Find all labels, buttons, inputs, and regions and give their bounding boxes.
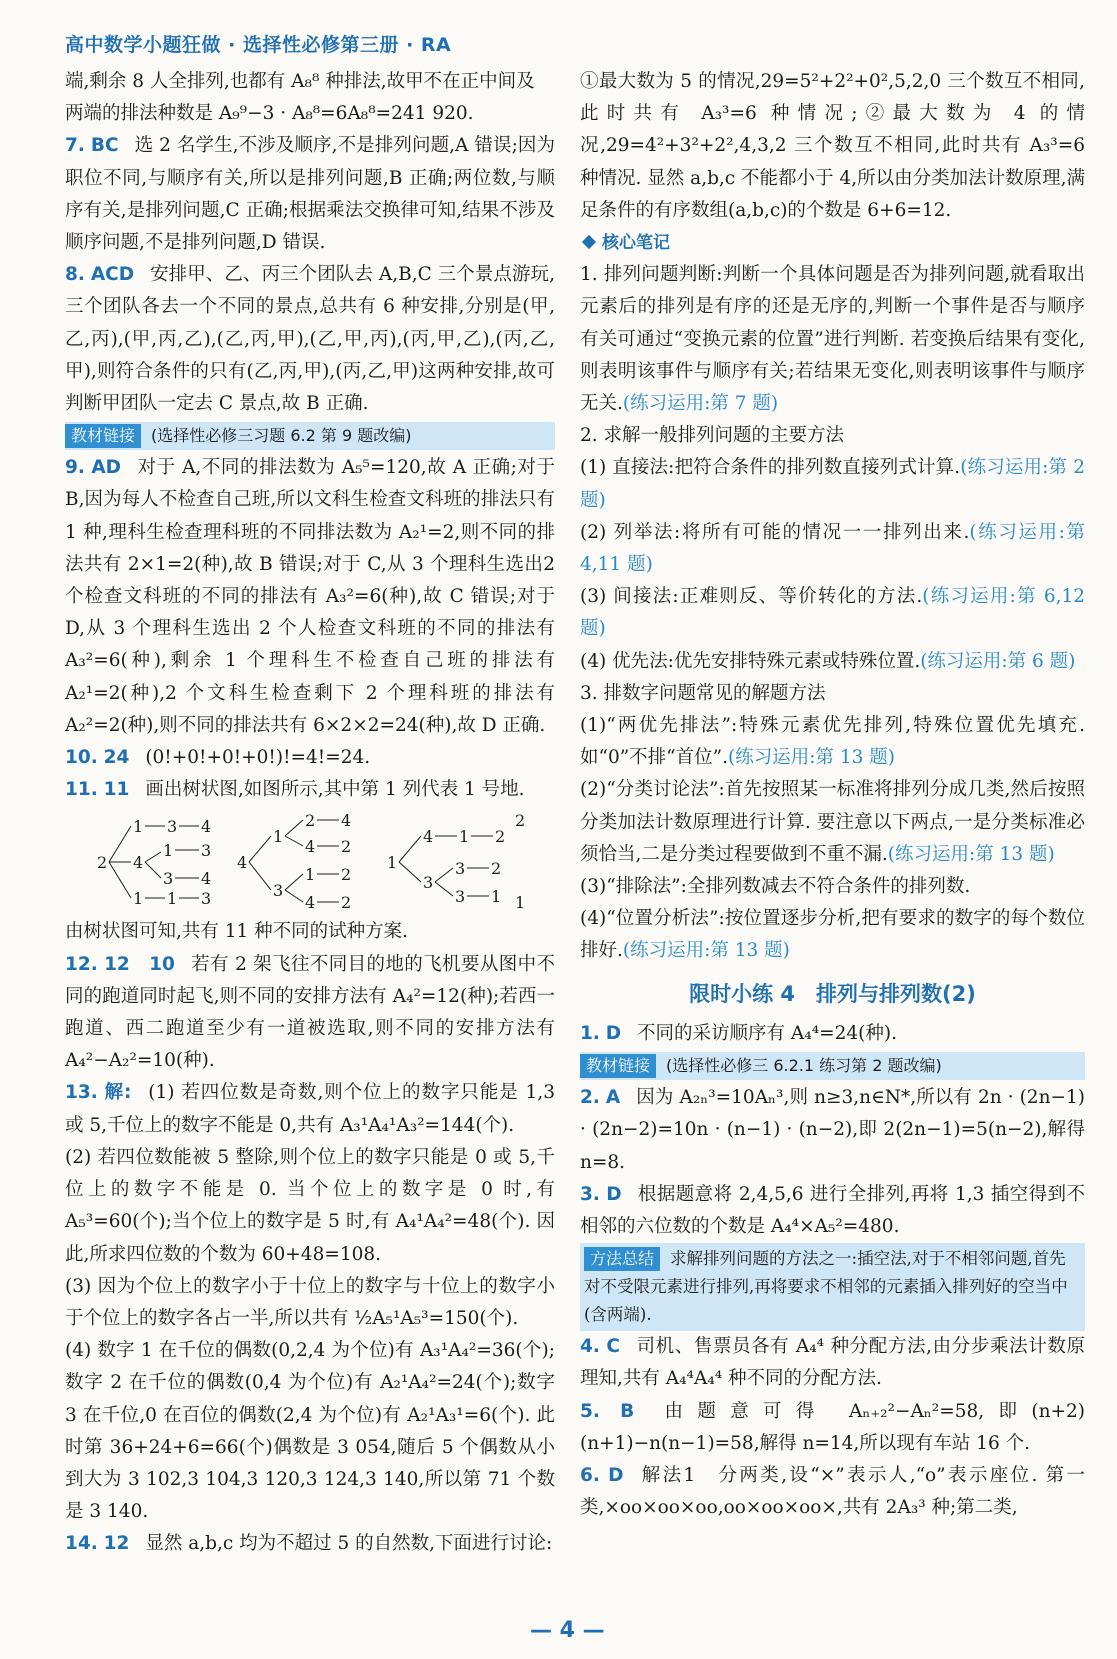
note-2d: [580, 646, 1085, 678]
running-header: 高中数学小题狂做 · 选择性必修第三册 · RA: [65, 34, 452, 56]
answer-number: 3.: [580, 1183, 600, 1205]
answer-13: [65, 1077, 555, 1141]
practice-ref: (练习运用:第 7 题): [622, 393, 779, 415]
tree-conclusion: 由树状图可知,共有 11 种不同的试种方案.: [65, 921, 409, 943]
tree-node: 3: [201, 889, 212, 909]
answer-r3: [580, 1179, 1085, 1243]
answer-9: [65, 452, 555, 742]
answer-7: [65, 130, 555, 259]
note-3: 3. 排数字问题常见的解题方法: [580, 682, 826, 704]
practice-ref: (练习运用:第 13 题): [622, 940, 790, 962]
tree-node: 1: [133, 889, 144, 909]
note-text: (1) 直接法:把符合条件的排列数直接列式计算.: [580, 457, 961, 479]
answer-key: D: [608, 1464, 624, 1486]
answer-13-part-4: (4) 数字 1 在千位的偶数(0,2,4 为个位)有 A₃¹A₄²=36(个);数字 2 在千位的偶数(0,4 为个位)有 A₂¹A₄²=24(个);数字 3 在千位,0 在百位的偶数(2,4 为个位)有 A₂¹A₃¹=6(个). 此时第 36+24+6=66(个)偶数是 3 054,随后 5 个偶数从小到大为 3 102,3 104,3 120,3 124,3 140,所以第 71 个数是 3 140.: [65, 1340, 555, 1523]
answer-key: 12: [103, 1533, 130, 1555]
tree-node: 2: [495, 827, 506, 847]
practice-ref: (练习运用:第 6,12 题): [580, 586, 1086, 640]
answer-text: (1) 若四位数是奇数,则个位上的数字只能是 1,3 或 5,千位上的数字不能是 0,共有 A₃¹A₄¹A₃²=144(个).: [65, 1082, 555, 1136]
continuation-line-2: 两端的排法种数是 A₉⁹−3 · A₈⁸=6A₈⁸=241 920.: [65, 103, 474, 125]
answer-key: D: [605, 1022, 622, 1044]
answer-key: B: [620, 1400, 635, 1422]
continuation-line-1: 端,剩余 8 人全排列,也都有 A₈⁸ 种排法,故甲不在正中间及: [65, 71, 535, 92]
answer-text: 选 2 名学生,不涉及顺序,不是排列问题,A 错误;因为职位不同,与顺序有关,所以是排列问题,B 正确;两位数,与顺序有关,是排列问题,C 正确;根据乘法交换律可知,结果不涉及顺序问题,不是排列问题,D 错误.: [65, 135, 555, 254]
answer-key: D: [606, 1183, 622, 1205]
tree-node: 1: [163, 841, 174, 861]
answer-12: [65, 949, 555, 1078]
textbook-link-text: (选择性必修三 6.2.1 练习第 2 题改编): [666, 1056, 942, 1076]
tree-node: 3: [455, 859, 466, 879]
answer-key: C: [606, 1336, 620, 1358]
practice-ref: (练习运用:第 4,11 题): [580, 521, 1086, 576]
note-2a: [580, 452, 1085, 516]
answer-number: 12.: [65, 953, 98, 975]
answer-text: 若有 2 架飞往不同目的地的飞机要从图中不同的跑道同时起飞,则不同的安排方法有 A₄²=12(种);若西一跑道、西二跑道至少有一道被选取,则不同的安排方法有 A₄²−A₂²=10(种).: [65, 953, 555, 1072]
answer-11: [65, 774, 555, 806]
tree-node: 2: [491, 859, 502, 879]
tree-node: 1: [273, 827, 284, 847]
answer-r6: [580, 1460, 1085, 1524]
answer-8: [65, 259, 555, 420]
answer-text: 根据题意将 2,4,5,6 进行全排列,再将 1,3 插空得到不相邻的六位数的个数是 A₄⁴×A₅²=480.: [580, 1183, 1085, 1237]
answer-number: 2.: [580, 1087, 600, 1109]
answer-text: 解法1 分两类,设“×”表示人,“o”表示座位. 第一类,×oo×oo×oo,oo×oo×oo×,共有 2A₃³ 种;第二类,: [580, 1464, 1086, 1519]
tree-node: 4: [201, 817, 212, 837]
answer-text: 因为 A₂ₙ³=10Aₙ³,则 n≥3,n∈N*,所以有 2n · (2n−1) · (2n−2)=10n · (n−1) · (n−2),即 2(2n−1)=5(n−2),解得 n=8.: [580, 1087, 1085, 1173]
tree-node: 3: [423, 873, 434, 893]
tree-node: 4: [237, 853, 248, 873]
practice-ref: (练习运用:第 13 题): [887, 843, 1055, 865]
answer-number: 10.: [65, 747, 98, 769]
answer-text: 司机、售票员各有 A₄⁴ 种分配方法,由分步乘法计数原理知,共有 A₄⁴A₄⁴ 种不同的分配方法.: [580, 1336, 1085, 1390]
answer-number: 13.: [65, 1082, 98, 1104]
answer-key: 解:: [104, 1082, 132, 1104]
method-summary-tag: 方法总结: [584, 1247, 660, 1271]
tree-node: 1: [459, 827, 470, 847]
note-3c: (3)“排除法”:全排列数减去不符合条件的排列数.: [580, 876, 971, 898]
left-column: [65, 66, 555, 1561]
core-notes-label: 核心笔记: [602, 233, 670, 254]
note-3b: [580, 774, 1085, 871]
answer-key: A: [605, 1087, 621, 1109]
answer-10: [65, 742, 555, 774]
note-1: [580, 259, 1085, 420]
tree-node: 1: [305, 865, 316, 885]
answer-text: 对于 A,不同的排法数为 A₅⁵=120,故 A 正确;对于 B,因为每人不检查自己班,所以文科生检查文科班的排法只有 1 种,理科生检查理科班的不同排法数为 A₂¹=2,则不同的排法共有 2×1=2(种),故 B 错误;对于 C,从 3 个理科生选出2个检查文科班的不同的排法有 A₃²=6(种),故 C 错误;对于 D,从 3 个理科生选出 2 个人检查文科班的不同的排法有 A₃²=6(种),剩余 1 个理科生不检查自己班的排法有 A₂¹=2(种),2 个文科生检查剩下 2 个理科班的排法有 A₂²=2(种),则不同的排法共有 6×2×2=24(种),故 D 正确.: [65, 457, 555, 736]
answer-number: 11.: [65, 779, 98, 801]
answer-r1: [580, 1018, 1085, 1050]
textbook-link-text: (选择性必修三习题 6.2 第 9 题改编): [151, 426, 412, 446]
tree-node: 2: [305, 812, 316, 831]
note-text: (1)“两优先排法”:特殊元素优先排列,特殊位置优先填充.如“0”不排“首位”.: [580, 715, 1085, 769]
tree-node: 3: [455, 887, 466, 907]
tree-node: 2: [341, 837, 352, 857]
answer-number: 14.: [65, 1533, 98, 1555]
answer-number: 1.: [580, 1022, 600, 1044]
tree-node: 1: [515, 893, 526, 913]
note-3a: [580, 710, 1085, 774]
answer-text: 不同的采访顺序有 A₄⁴=24(种).: [637, 1022, 897, 1044]
answer-number: 6.: [580, 1464, 600, 1486]
method-summary-text: 求解排列问题的方法之一:插空法,对于不相邻问题,首先对不受限元素进行排列,再将要求不相邻的元素插入排列好的空当中(含两端).: [584, 1249, 1068, 1325]
textbook-link-tag: 教材链接: [65, 424, 141, 448]
tree-node: 3: [201, 841, 212, 861]
tree-node: 1: [491, 887, 502, 907]
answer-key: ACD: [90, 264, 135, 286]
answer-text: 显然 a,b,c 均为不超过 5 的自然数,下面进行讨论:: [145, 1533, 553, 1555]
answer-14-continued: ①最大数为 5 的情况,29=5²+2²+0²,5,2,0 三个数互不相同,此时共有 A₃³=6 种情况;②最大数为 4 的情况,29=4²+3²+2²,4,3,2 三个数互不相同,此时共有 A₃³=6 种情况. 显然 a,b,c 不能都小于 4,所以由分类加法计数原理,满足条件的有序数组(a,b,c)的个数是 6+6=12.: [580, 71, 1085, 221]
answer-number: 7.: [65, 135, 85, 157]
answer-text: 画出树状图,如图所示,其中第 1 列代表 1 号地.: [145, 779, 525, 801]
tree-node: 3: [163, 869, 174, 889]
note-text: (4)“位置分析法”:按位置逐步分析,把有要求的数字的每个数位排好.: [580, 908, 1085, 962]
answer-key: 11: [103, 779, 130, 801]
tree-node: 1: [133, 817, 144, 837]
answer-key: AD: [91, 457, 122, 479]
section-title: 限时小练 4 排列与排列数(2): [689, 981, 976, 1006]
answer-number: 4.: [580, 1336, 600, 1358]
answer-text: 由题意可得 Aₙ₊₂²−Aₙ²=58,即(n+2)(n+1)−n(n−1)=58,解得 n=14,所以现有车站 16 个.: [580, 1400, 1085, 1454]
textbook-link-tag: 教材链接: [580, 1054, 656, 1078]
tree-node: 3: [273, 881, 284, 901]
answer-13-part-2: (2) 若四位数能被 5 整除,则个位上的数字只能是 0 或 5,千位上的数字不能是 0. 当个位上的数字是 0 时,有 A₅³=60(个);当个位上的数字是 5 时,有 A₄¹A₄²=48(个). 因此,所求四位数的个数为 60+48=108.: [65, 1146, 555, 1265]
tree-node: 4: [305, 837, 316, 857]
tree-node: 4: [201, 869, 212, 889]
answer-key: BC: [90, 135, 119, 157]
answer-number: 5.: [580, 1400, 600, 1422]
note-3d: [580, 903, 1085, 967]
tree-node: 1: [387, 853, 398, 873]
answer-number: 9.: [65, 457, 85, 479]
answer-13-part-3: (3) 因为个位上的数字小于十位上的数字与十位上的数字小于个位上的数字各占一半,所以共有 ½A₅¹A₅³=150(个).: [65, 1275, 555, 1329]
practice-ref: (练习运用:第 2 题): [580, 457, 1086, 511]
tree-node: 4: [423, 827, 434, 847]
tree-node: 4: [305, 893, 316, 913]
tree-node: 1: [167, 889, 178, 909]
practice-ref: (练习运用:第 13 题): [727, 747, 895, 769]
note-2: 2. 求解一般排列问题的主要方法: [580, 425, 845, 447]
method-summary-box: [580, 1243, 1085, 1331]
tree-node: 2: [341, 865, 352, 885]
textbook-link-band: [65, 422, 555, 450]
note-text: (4) 优先法:优先安排特殊元素或特殊位置.: [580, 650, 921, 672]
tree-node: 4: [133, 853, 144, 873]
tree-node: 3: [167, 817, 178, 837]
note-text: (2)“分类讨论法”:首先按照某一标准将排列分成几类,然后按照分类加法计数原理进行计算. 要注意以下两点,一是分类标准必须恰当,二是分类过程要做到不重不漏.: [580, 779, 1085, 865]
answer-r4: [580, 1331, 1085, 1395]
tree-diagram: [57, 812, 537, 912]
note-text: (2) 列举法:将所有可能的情况一一排列出来.: [580, 521, 970, 543]
note-text: (3) 间接法:正难则反、等价转化的方法.: [580, 586, 923, 608]
answer-number: 8.: [65, 264, 85, 286]
answer-key: 24: [103, 747, 130, 769]
answer-r2: [580, 1082, 1085, 1179]
core-notes-title: [580, 227, 1085, 259]
tree-node: 2: [97, 853, 108, 873]
right-column: [580, 66, 1085, 1524]
tree-node: 2: [515, 812, 526, 831]
answer-r5: [580, 1396, 1085, 1460]
answer-key: 12 10: [104, 953, 175, 975]
answer-text: (0!+0!+0!+0!)!=4!=24.: [145, 747, 371, 769]
page-number: — 4 —: [530, 1618, 605, 1643]
tree-node: 2: [341, 893, 352, 913]
tree-node: 4: [341, 812, 352, 831]
answer-14: [65, 1528, 555, 1560]
diamond-icon: [582, 235, 596, 249]
note-text: 1. 排列问题判断:判断一个具体问题是否为排列问题,就看取出元素后的排列是有序的还是无序的,判断一个事件是否与顺序有关可通过“变换元素的位置”进行判断. 若变换后结果有变化,则表明该事件与顺序有关;若结果无变化,则表明该事件与顺序无关.: [580, 264, 1085, 415]
note-2b: [580, 517, 1085, 581]
note-2c: [580, 581, 1085, 645]
practice-ref: (练习运用:第 6 题): [920, 650, 1076, 672]
answer-text: 安排甲、乙、丙三个团队去 A,B,C 三个景点游玩,三个团队各去一个不同的景点,总共有 6 种安排,分别是(甲,乙,丙),(甲,丙,乙),(乙,丙,甲),(乙,甲,丙),(丙,甲,乙),(丙,乙,甲),则符合条件的只有(乙,丙,甲),(丙,乙,甲)这两种安排,故可判断甲团队一定去 C 景点,故 B 正确.: [65, 264, 555, 415]
textbook-link-band: [580, 1052, 1085, 1080]
